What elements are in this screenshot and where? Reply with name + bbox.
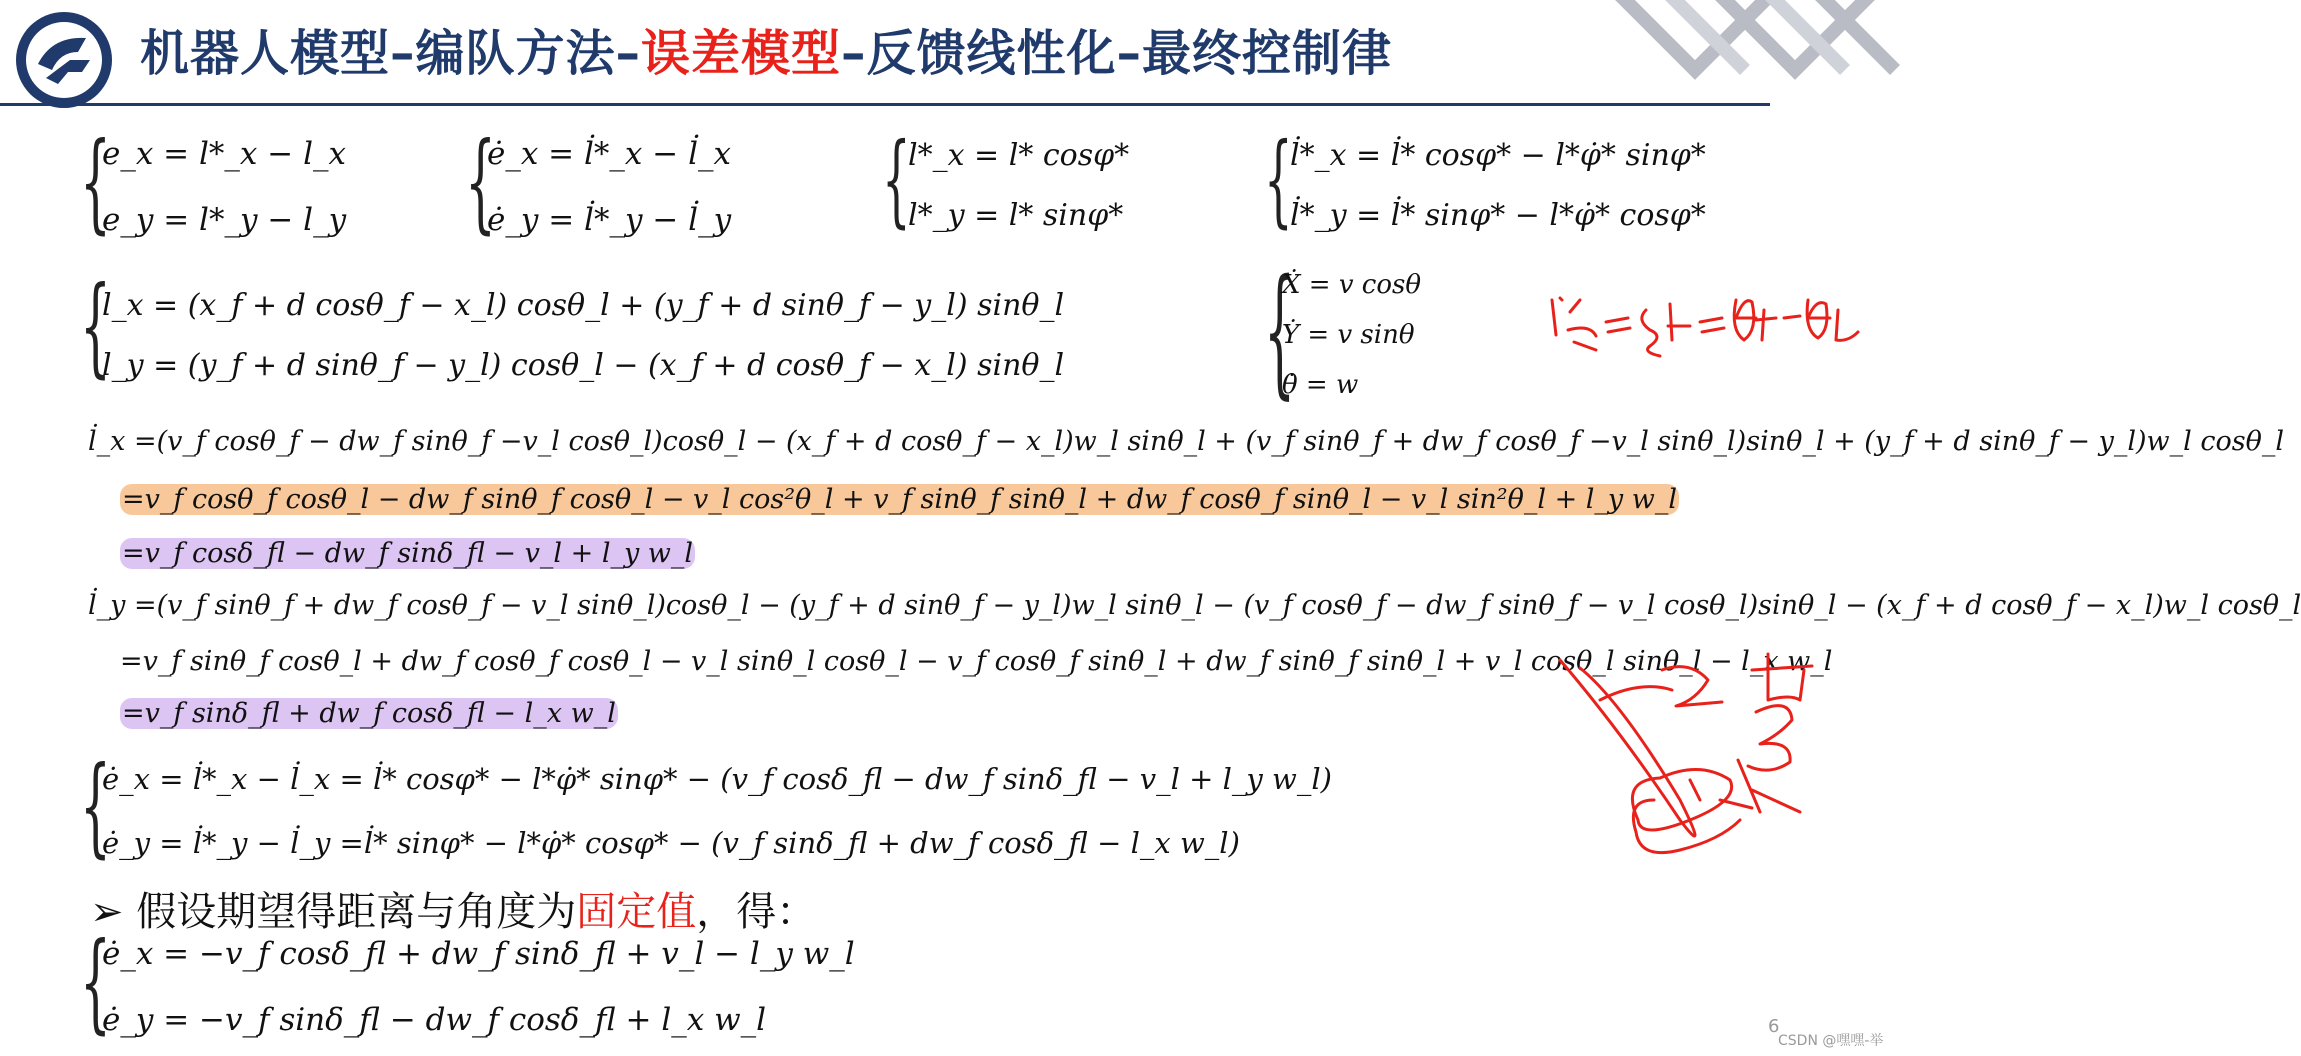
title-bar bbox=[0, 0, 1905, 108]
eq-e-def-y: e_y = l*_y − l_y bbox=[102, 202, 347, 238]
eq-ldotx-line-3 bbox=[120, 538, 695, 569]
eq-l-y: l_y = (y_f + d sinθ_f − y_l) cosθ_l − (x_f + d cosθ_f − x_l) sinθ_l bbox=[102, 348, 1065, 383]
eq-l-star-dot-x: l̇*_x = l̇* cosφ* − l*φ̇* sinφ* bbox=[1290, 138, 1706, 173]
brace-7: { bbox=[80, 920, 111, 1045]
eq-e-def-x: e_x = l*_x − l_x bbox=[102, 136, 346, 172]
eq-ldoty-line-1 bbox=[88, 590, 2301, 621]
eq-ldoty-line-3 bbox=[120, 698, 618, 729]
corner-decoration bbox=[1575, 0, 1905, 104]
watermark: CSDN @嘿嘿-举 bbox=[1778, 1033, 1884, 1049]
eq-edot-full-x: ė_x = l̇*_x − l̇_x = l̇* cosφ* − l*φ̇* sinφ* − (v_f cosδ_fl − dw_f sinδ_fl − v_l + l_y w_l) bbox=[102, 762, 1332, 796]
brace-2: { bbox=[465, 120, 496, 245]
eq-e-dot-x: ė_x = l̇*_x − l̇_x bbox=[487, 136, 731, 172]
eq-ldotx-line-1 bbox=[88, 426, 2284, 457]
eq-kin-theta: θ̇ = w bbox=[1282, 370, 1359, 400]
eq-ldotx-1: l̇_x =(v_f cosθ_f − dw_f sinθ_f −v_l cosθ_l)cosθ_l − (x_f + d cosθ_f − x_l)w_l sinθ_l + (v_f sinθ_f + dw_f cosθ_f −v_l sinθ_l)sinθ_l + (y_f + d sinθ_f − y_l)w_l cosθ_l bbox=[88, 426, 2285, 457]
brace-4: { bbox=[1264, 121, 1293, 238]
bullet-text-2: ，得： bbox=[696, 889, 817, 935]
brace-kinematics: { bbox=[1264, 250, 1296, 413]
brace-1: { bbox=[80, 120, 111, 245]
eq-final-x: ė_x = −v_f cosδ_fl + dw_f sinδ_fl + v_l − l_y w_l bbox=[102, 936, 855, 972]
brace-6: { bbox=[80, 744, 111, 869]
eq-final-y: ė_y = −v_f sinδ_fl − dw_f cosδ_fl + l_x w_l bbox=[102, 1002, 767, 1038]
eq-ldotx-2: =v_f cosθ_f cosθ_l − dw_f sinθ_f cosθ_l − v_l cos²θ_l + v_f sinθ_f sinθ_l + dw_f cosθ_f sinθ_l − v_l sin²θ_l + l_y w_l bbox=[122, 484, 1677, 515]
eq-l-star-x: l*_x = l* cosφ* bbox=[908, 138, 1130, 173]
bullet-text-1: 假设期望得距离与角度为 bbox=[136, 889, 577, 935]
page-number: 6 bbox=[1768, 1016, 1780, 1037]
eq-l-x: l_x = (x_f + d cosθ_f − x_l) cosθ_l + (y_f + d sinθ_f − y_l) sinθ_l bbox=[102, 288, 1065, 323]
bullet-highlight: 固定值 bbox=[576, 889, 697, 935]
page-title bbox=[140, 14, 1392, 94]
eq-kin-x: Ẋ = v cosθ bbox=[1282, 270, 1421, 300]
eq-l-star-y: l*_y = l* sinφ* bbox=[908, 198, 1124, 233]
eq-ldotx-line-2 bbox=[120, 484, 1679, 515]
title-part-1: 机器人模型–编队方法– bbox=[140, 25, 642, 82]
eq-ldoty-line-2 bbox=[120, 646, 1832, 677]
eq-ldoty-1: l̇_y =(v_f sinθ_f + dw_f cosθ_f − v_l sinθ_l)cosθ_l − (y_f + d sinθ_f − y_l)w_l sinθ_l − (v_f cosθ_f − dw_f sinθ_f − v_l cosθ_l)sinθ_l − (x_f + d cosθ_f − x_l)w_l cosθ_l bbox=[88, 590, 2301, 621]
bullet-marker: ➢ bbox=[90, 889, 124, 935]
eq-edot-full-y: ė_y = l̇*_y − l̇_y =l̇* sinφ* − l*φ̇* cosφ* − (v_f sinδ_fl + dw_f cosδ_fl − l_x w_l) bbox=[102, 826, 1240, 860]
eq-l-star-dot-y: l̇*_y = l̇* sinφ* − l*φ̇* cosφ* bbox=[1290, 198, 1706, 233]
eq-ldotx-3: =v_f cosδ_fl − dw_f sinδ_fl − v_l + l_y w_l bbox=[122, 538, 694, 569]
title-highlight: 误差模型 bbox=[641, 25, 842, 82]
eq-ldoty-2: =v_f sinθ_f cosθ_l + dw_f cosθ_f cosθ_l − v_l sinθ_l cosθ_l − v_f cosθ_f sinθ_l + dw_f sinθ_f sinθ_l + v_l cosθ_l sinθ_l − l_x w_l bbox=[120, 646, 1833, 677]
brace-3: { bbox=[882, 121, 911, 238]
logo-icon bbox=[12, 8, 116, 112]
eq-ldoty-3: =v_f sinδ_fl + dw_f cosδ_fl − l_x w_l bbox=[122, 698, 616, 729]
brace-5: { bbox=[80, 264, 111, 389]
eq-e-dot-y: ė_y = l̇*_y − l̇_y bbox=[487, 202, 732, 238]
title-part-2: –反馈线性化–最终控制律 bbox=[841, 25, 1393, 82]
eq-kin-y: Ẏ = v sinθ bbox=[1282, 320, 1415, 350]
assumption-bullet bbox=[90, 880, 816, 937]
title-rule bbox=[0, 103, 1770, 106]
